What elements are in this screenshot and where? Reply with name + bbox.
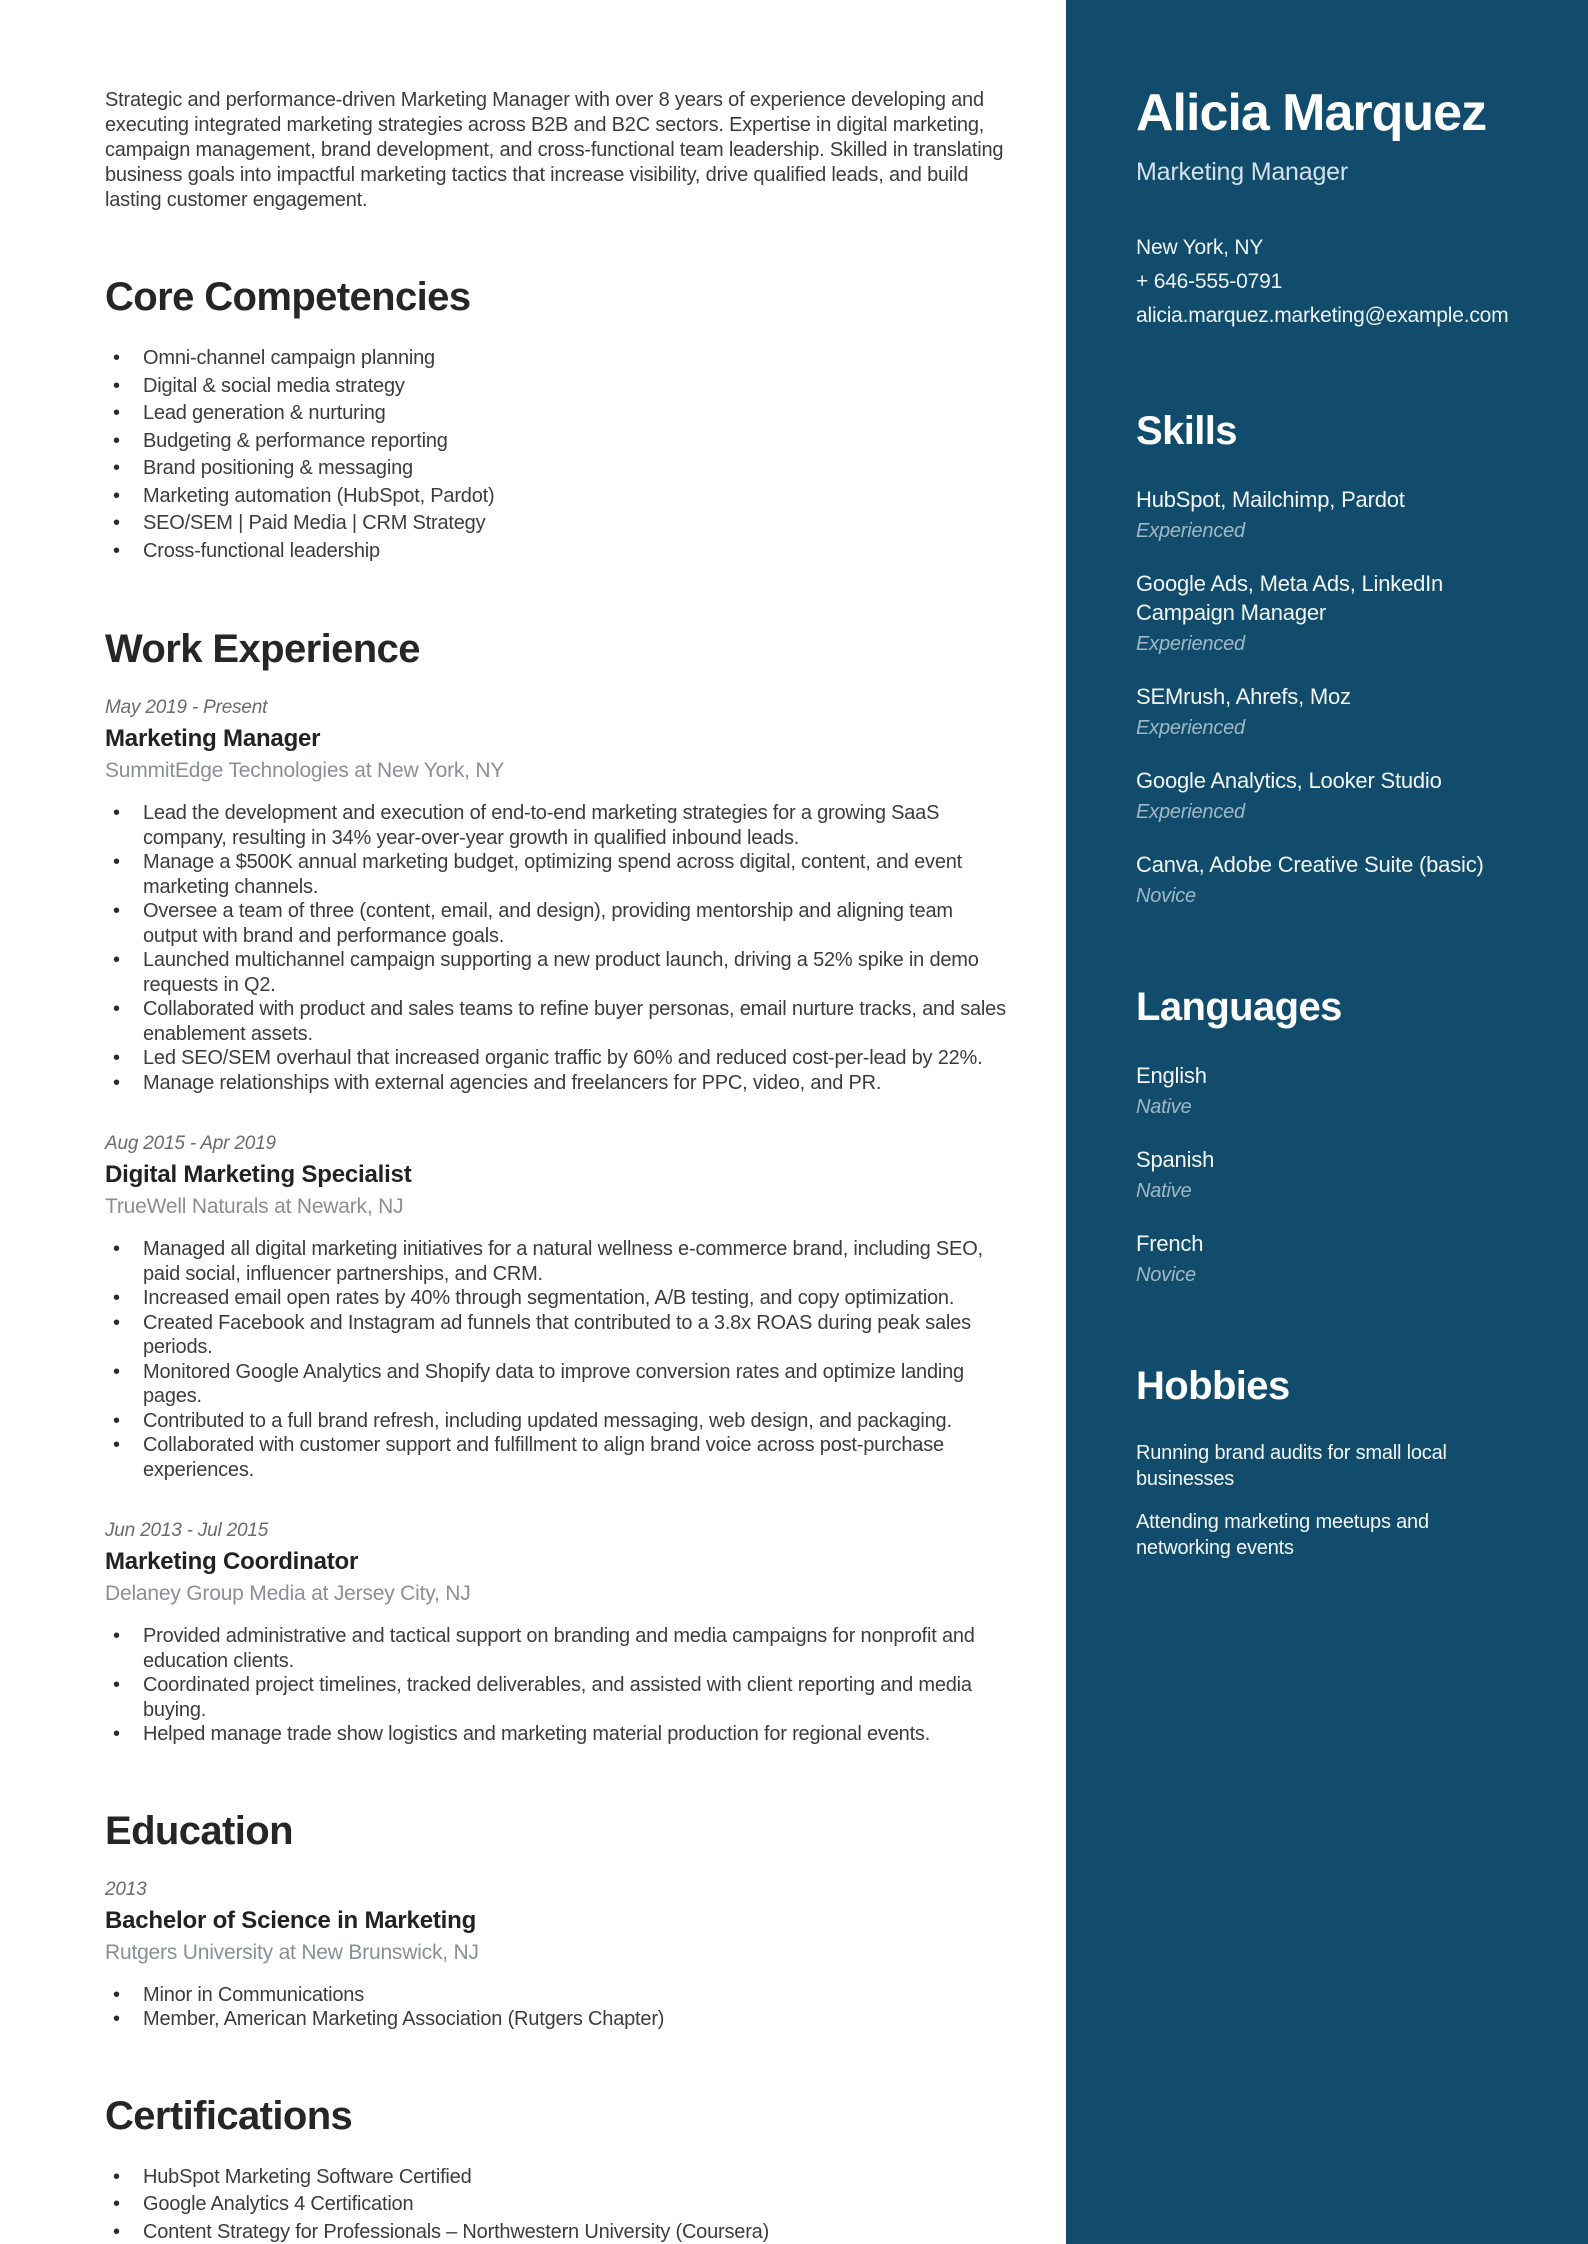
skill-name: Google Ads, Meta Ads, LinkedIn Campaign Manager [1136,571,1444,625]
competency-item: • Brand positioning & messaging [105,455,1010,483]
education-dates: 2013 [105,1878,147,1900]
education-bullet: • Member, American Marketing Association (Rutgers Chapter) [105,2007,1010,2032]
certification-item: • Content Strategy for Professionals – Northwestern University (Coursera) [105,2219,1010,2244]
job-bullet: • Collaborated with product and sales teams to refine buyer personas, email nurture tracks, and sales enablement assets. [105,997,1010,1046]
skill-name: SEMrush, Ahrefs, Moz [1136,684,1351,709]
job-bullet: • Launched multichannel campaign supporting a new product launch, driving a 52% spike in demo requests in Q2. [105,948,1010,997]
hobby-item: Running brand audits for small local businesses [1136,1442,1447,1490]
competency-item: • Lead generation & nurturing [105,400,1010,428]
languages-heading: Languages [1136,985,1342,1029]
contact-location: New York, NY [1136,236,1264,259]
job-company: Delaney Group Media at Jersey City, NJ [105,1582,471,1605]
job-bullet: • Manage a $500K annual marketing budget, optimizing spend across digital, content, and event marketing channels. [105,850,1010,899]
job-bullet: • Coordinated project timelines, tracked deliverables, and assisted with client reporting and media buying. [105,1673,1010,1722]
education-heading: Education [105,1808,293,1853]
hobby-item: Attending marketing meetups and networking events [1136,1511,1429,1559]
competency-item: • Omni-channel campaign planning [105,345,1010,373]
education-bullet: • Minor in Communications [105,1983,1010,2008]
competency-item: • Budgeting & performance reporting [105,428,1010,456]
job-title: Digital Marketing Specialist [105,1161,412,1188]
candidate-name: Alicia Marquez [1136,84,1487,142]
job-bullet: • Contributed to a full brand refresh, including updated messaging, web design, and packaging. [105,1409,1010,1434]
job-title: Marketing Coordinator [105,1548,359,1575]
job-entry-2 [105,1133,1010,1482]
hobbies-list [1136,1440,1520,1561]
job-bullet: • Helped manage trade show logistics and marketing material production for regional events. [105,1722,1010,1747]
skill-name: Google Analytics, Looker Studio [1136,768,1442,793]
job-bullet: • Lead the development and execution of end-to-end marketing strategies for a growing SaaS company, resulting in 34% year-over-year growth in qualified inbound leads. [105,801,1010,850]
job-bullet-list [105,1624,1010,1747]
job-bullet: • Increased email open rates by 40% through segmentation, A/B testing, and copy optimization. [105,1286,1010,1311]
job-title: Marketing Manager [105,725,321,752]
skills-list [1136,485,1520,909]
job-bullet: • Manage relationships with external agencies and freelancers for PPC, video, and PR. [105,1071,1010,1096]
language-level: Native [1136,1096,1192,1118]
skill-name: Canva, Adobe Creative Suite (basic) [1136,852,1484,877]
language-name: French [1136,1231,1204,1256]
skill-item [1136,569,1520,657]
job-bullet: • Collaborated with customer support and fulfillment to align brand voice across post-purchase experiences. [105,1433,1010,1482]
skills-heading: Skills [1136,409,1237,453]
language-level: Native [1136,1180,1192,1202]
skill-item [1136,682,1520,741]
contact-email: alicia.marquez.marketing@example.com [1136,304,1509,327]
job-bullet: • Led SEO/SEM overhaul that increased organic traffic by 60% and reduced cost-per-lead by 22%. [105,1046,1010,1071]
languages-list [1136,1061,1520,1288]
job-bullet: • Monitored Google Analytics and Shopify data to improve conversion rates and optimize landing pages. [105,1360,1010,1409]
language-item [1136,1061,1520,1120]
job-bullet-list [105,1237,1010,1482]
competency-item: • Digital & social media strategy [105,373,1010,401]
sidebar [1066,0,1588,2244]
job-bullet: • Oversee a team of three (content, email, and design), providing mentorship and aligning team output with brand and performance goals. [105,899,1010,948]
skill-level: Experienced [1136,520,1245,542]
certifications-heading: Certifications [105,2093,353,2138]
education-degree: Bachelor of Science in Marketing [105,1906,477,1934]
competency-item: • SEO/SEM | Paid Media | CRM Strategy [105,510,1010,538]
job-dates: Aug 2015 - Apr 2019 [105,1133,276,1154]
core-competencies-list [105,345,1010,565]
contact-block [1136,231,1520,333]
job-company: TrueWell Naturals at Newark, NJ [105,1195,404,1218]
skill-item [1136,485,1520,544]
education-entry [105,1879,1010,2032]
language-level: Novice [1136,1264,1196,1286]
skill-item [1136,850,1520,909]
skill-level: Experienced [1136,801,1245,823]
job-dates: Jun 2013 - Jul 2015 [105,1520,269,1541]
job-entry-1 [105,697,1010,1095]
competency-item: • Marketing automation (HubSpot, Pardot) [105,483,1010,511]
job-dates: May 2019 - Present [105,697,268,718]
language-name: Spanish [1136,1147,1215,1172]
language-item [1136,1229,1520,1288]
certification-item: • HubSpot Marketing Software Certified [105,2164,1010,2192]
skill-name: HubSpot, Mailchimp, Pardot [1136,487,1405,512]
contact-phone: + 646-555-0791 [1136,270,1283,293]
profile-summary: Strategic and performance-driven Marketing Manager with over 8 years of experience developing and executing integrated marketing strategies across B2B and B2C sectors. Expertise in digital marketing, campaign management, brand development, and cross-functional team leadership. Skilled in translating business goals into impactful marketing tactics that increase visibility, drive qualified leads, and build lasting customer engagement. [105,89,1004,211]
education-bullet-list [105,1983,1010,2032]
certifications-list [105,2164,1010,2244]
core-competencies-heading: Core Competencies [105,275,471,319]
skill-level: Experienced [1136,633,1245,655]
job-bullet: • Managed all digital marketing initiatives for a natural wellness e-commerce brand, including SEO, paid social, influencer partnerships, and CRM. [105,1237,1010,1286]
skill-level: Novice [1136,885,1196,907]
job-entry-3 [105,1520,1010,1747]
competency-item: • Cross-functional leadership [105,538,1010,566]
skill-level: Experienced [1136,717,1245,739]
job-bullet: • Provided administrative and tactical support on branding and media campaigns for nonprofit and education clients. [105,1624,1010,1673]
education-school: Rutgers University at New Brunswick, NJ [105,1940,479,1964]
job-bullet: • Created Facebook and Instagram ad funnels that contributed to a 3.8x ROAS during peak sales periods. [105,1311,1010,1360]
job-company: SummitEdge Technologies at New York, NY [105,759,505,782]
language-name: English [1136,1063,1207,1088]
work-experience-heading: Work Experience [105,627,420,671]
skill-item [1136,766,1520,825]
hobbies-heading: Hobbies [1136,1364,1290,1408]
certification-item: • Google Analytics 4 Certification [105,2191,1010,2219]
job-bullet-list [105,801,1010,1095]
language-item [1136,1145,1520,1204]
candidate-job-title: Marketing Manager [1136,158,1348,186]
